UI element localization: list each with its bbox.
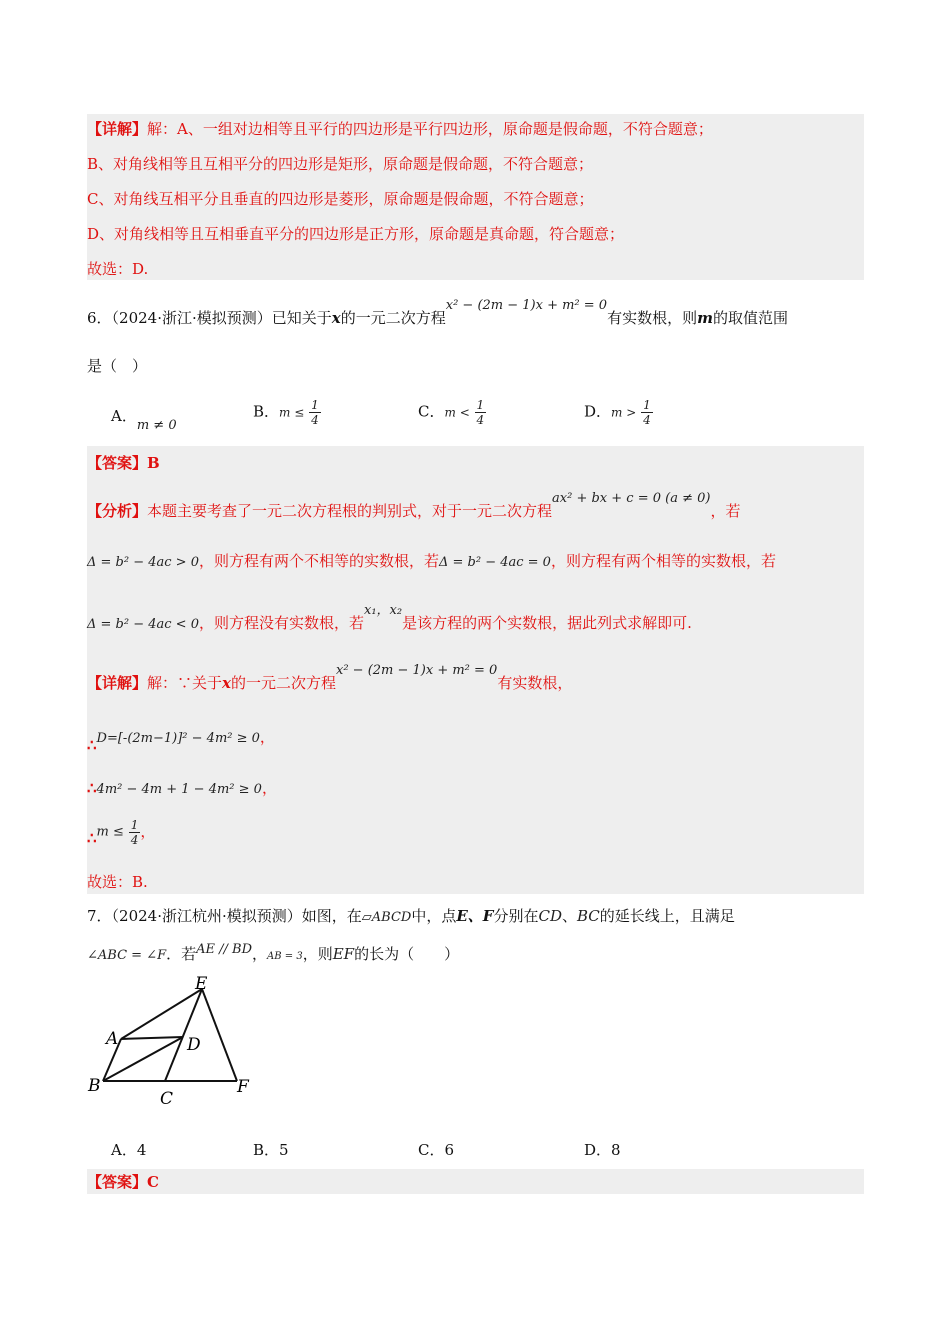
q6-step-1-expr: D=[-(2m−1)]² − 4m² ≥ 0	[96, 731, 260, 746]
q6-source: （2024·浙江·模拟预测）	[111, 309, 272, 327]
q6-analysis-text-1: 本题主要考查了一元二次方程根的判别式，对于一元二次方程	[147, 502, 553, 520]
q7-option-b-value: 5	[279, 1141, 289, 1159]
q7-option-a-value: 4	[136, 1141, 147, 1159]
q6-therefore-1: ∴	[87, 736, 97, 754]
label-b: B	[88, 1076, 101, 1096]
q6-detail-tag: 【详解】	[87, 674, 148, 692]
q7-option-d-value: 8	[611, 1141, 621, 1159]
q7-ab: AB = 3	[267, 951, 303, 962]
q6-disc-gt: Δ = b² − 4ac > 0	[87, 555, 199, 570]
q7-source: （2024·浙江杭州·模拟预测）	[111, 907, 302, 925]
q6-step-3-frac: $\frac{1}{4}$	[130, 818, 139, 847]
q6-disc-lt: Δ = b² − 4ac < 0	[87, 617, 199, 632]
q6-analysis-line-1	[87, 491, 741, 523]
q7-text-4: 、	[561, 907, 577, 925]
detail-tag: 【详解】	[87, 120, 148, 138]
q7-parallel: AE // BD	[196, 942, 252, 957]
q6-option-b-label: B．	[253, 402, 280, 421]
q6-step-1	[87, 727, 275, 754]
q7-text-3: 分别在	[493, 907, 539, 925]
q7-option-c-value: 6	[444, 1141, 455, 1159]
q6-stem-line-2: 是（ ）	[87, 357, 148, 375]
q6-stem-line-1	[87, 298, 788, 330]
q7-text-1: 如图，在	[301, 907, 362, 925]
q6-choose: 故选：B.	[87, 873, 148, 891]
q6-number: 6．	[87, 309, 112, 327]
q6-step-3-comma: ，	[140, 822, 156, 841]
q7-text-2: 中，点	[411, 907, 457, 925]
q6-analysis-text-1b: ，若	[710, 502, 741, 520]
q6-step-2-comma: ，	[261, 779, 277, 797]
q7-text-7: ，则	[302, 945, 333, 963]
q6-detail-line-1	[87, 663, 573, 695]
detail-line-2: B、对角线相等且互相平分的四边形是矩形，原命题是假命题，不符合题意；	[87, 155, 594, 173]
q6-option-c-rel: <	[459, 405, 470, 420]
q6-detail-var-x: x	[222, 674, 231, 692]
q6-therefore-2: ∴	[87, 779, 97, 797]
label-f: F	[237, 1077, 249, 1097]
q6-option-c-frac: $\frac{1}{4}$	[476, 398, 485, 427]
q6-option-a-label: A．	[111, 407, 137, 425]
detail-text-a: 解：A、一组对边相等且平行的四边形是平行四边形，原命题是假命题，不符合题意；	[147, 120, 713, 138]
q6-analysis-tag: 【分析】	[87, 502, 148, 520]
q7-option-d[interactable]	[584, 1139, 621, 1160]
q6-equation: x² − (2m − 1)x + m² = 0	[445, 298, 608, 313]
q7-stem-line-2: ∠ABC = ∠F．若AE // BD，AB = 3，则EF的长为（ ）	[87, 942, 460, 963]
label-e: E	[195, 974, 208, 994]
q7-cd: CD	[538, 907, 562, 925]
q7-ef-seg: EF	[332, 945, 355, 963]
q6-analysis-equation: ax² + bx + c = 0 (a ≠ 0)	[552, 491, 711, 506]
q6-option-d-rel: >	[626, 405, 637, 420]
q6-analysis-line-3	[87, 603, 692, 635]
q6-option-d[interactable]: D．m > $\frac{1}{4}$	[584, 398, 651, 427]
q6-analysis-text-2b: ，则方程有两个相等的实数根，若	[550, 552, 776, 570]
q6-detail-text-1c: 有实数根，	[497, 674, 573, 692]
q7-angle: ∠ABC = ∠F	[87, 948, 167, 963]
q6-option-d-label: D．	[584, 402, 612, 421]
q6-detail-text-1b: 的一元二次方程	[230, 674, 336, 692]
q6-answer-tag: 【答案】	[87, 454, 148, 472]
seg-ae	[121, 989, 202, 1039]
q6-var-m: m	[697, 309, 713, 327]
q6-analysis-line-2	[87, 551, 776, 573]
detail-line-3: C、对角线互相平分且垂直的四边形是菱形，原命题是假命题，不符合题意；	[87, 190, 594, 208]
detail-line-5: 故选：D.	[87, 260, 149, 278]
seg-ad	[121, 1037, 183, 1039]
q6-step-2	[87, 778, 277, 800]
label-c: C	[160, 1089, 174, 1109]
q6-option-b[interactable]: B．m ≤ $\frac{1}{4}$	[253, 398, 319, 427]
q7-parallelogram: ▱ABCD	[361, 910, 412, 925]
q7-text-8: 的长为（ ）	[354, 945, 460, 963]
q6-analysis-text-2: ，则方程有两个不相等的实数根，若	[198, 552, 439, 570]
q6-therefore-3: ∴	[87, 828, 97, 847]
q6-option-a[interactable]	[111, 405, 177, 433]
q7-option-a-label: A．	[111, 1141, 137, 1159]
q7-option-a[interactable]	[111, 1139, 146, 1160]
q6-option-a-value: m ≠ 0	[136, 418, 177, 433]
q6-text-3: 有实数根，则	[607, 309, 698, 327]
label-a: A	[106, 1029, 119, 1049]
q7-figure	[85, 972, 265, 1112]
q6-detail-equation: x² − (2m − 1)x + m² = 0	[336, 663, 498, 678]
q7-option-c[interactable]	[418, 1139, 454, 1160]
q7-number: 7．	[87, 907, 112, 925]
q7-points-ef: E、F	[456, 907, 494, 925]
q7-answer	[87, 1172, 159, 1192]
q6-step-3	[87, 818, 155, 847]
q6-step-2-expr: 4m² − 4m + 1 − 4m² ≥ 0	[96, 782, 262, 797]
q6-text-1: 已知关于	[271, 309, 332, 327]
q6-disc-eq: Δ = b² − 4ac = 0	[438, 555, 551, 570]
q7-option-b-label: B．	[253, 1141, 280, 1159]
q6-text-4: 的取值范围	[712, 309, 788, 327]
q7-text-5: 的延长线上，且满足	[599, 907, 735, 925]
q6-option-c-label: C．	[418, 402, 445, 421]
q6-var-x: x	[331, 309, 341, 327]
q7-option-c-label: C．	[418, 1141, 445, 1159]
q6-step-3-var: m ≤	[96, 824, 124, 840]
q6-answer-value: B	[147, 454, 160, 472]
q6-roots: x₁，x₂	[363, 603, 403, 618]
seg-ef	[202, 989, 237, 1081]
detail-line-4: D、对角线相等且互相垂直平分的四边形是正方形，原命题是真命题，符合题意；	[87, 225, 625, 243]
q6-option-b-rel: ≤	[294, 405, 305, 420]
q6-analysis-text-3b: 是该方程的两个实数根，据此列式求解即可.	[402, 614, 692, 632]
q6-detail-text-1: 解：∵关于	[147, 674, 223, 692]
q6-analysis-text-3: ，则方程没有实数根，若	[198, 614, 364, 632]
q7-option-d-label: D．	[584, 1141, 612, 1159]
q7-answer-block	[87, 1169, 864, 1194]
q7-option-b[interactable]	[253, 1139, 289, 1160]
q7-answer-tag: 【答案】	[87, 1173, 148, 1191]
q6-step-1-comma: ，	[259, 728, 275, 746]
q7-answer-value: C	[147, 1173, 159, 1191]
q7-stem-line-1	[87, 906, 735, 928]
q7-bc: BC	[577, 907, 600, 925]
q6-option-b-frac: $\frac{1}{4}$	[311, 398, 319, 427]
label-d: D	[187, 1035, 201, 1055]
q6-option-c[interactable]: C．m < $\frac{1}{4}$	[418, 398, 485, 427]
q6-option-d-frac: $\frac{1}{4}$	[643, 398, 651, 427]
q6-text-2: 的一元二次方程	[340, 309, 446, 327]
q7-text-6: ．若	[166, 945, 197, 963]
detail-line-1	[87, 119, 713, 139]
q6-answer	[87, 453, 160, 473]
